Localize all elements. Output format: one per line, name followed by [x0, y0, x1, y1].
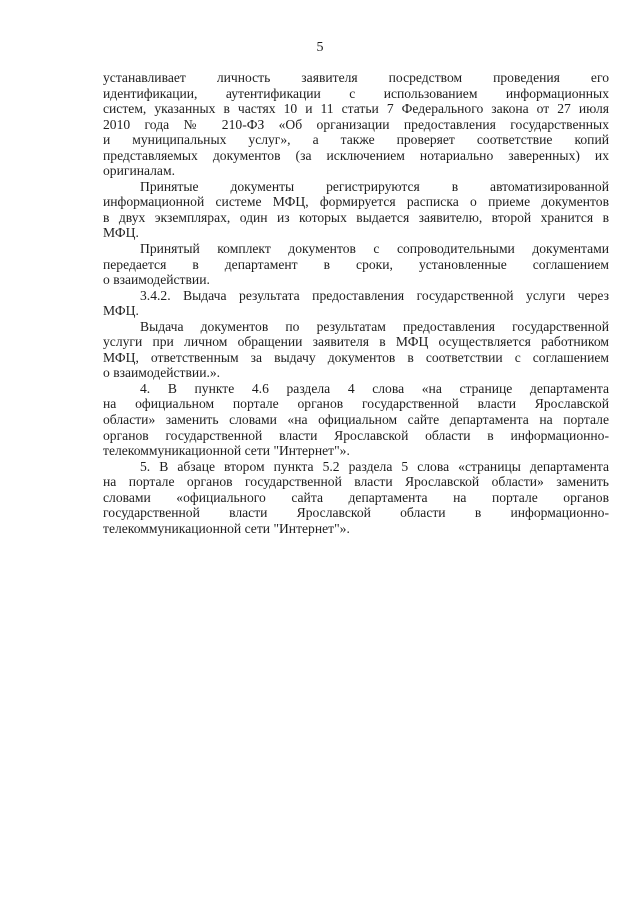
- text-line: систем, указанных в частях 10 и 11 статьи 7 Федерального закона от 27 июля: [103, 101, 609, 117]
- text-line: Принятые документы регистрируются в автоматизированной: [140, 178, 609, 194]
- paragraph-registration: [103, 179, 609, 241]
- paragraph-section-3-4-2: [103, 288, 609, 319]
- paragraph-item-4: [103, 381, 609, 459]
- page-number: 5: [316, 40, 324, 55]
- paragraph-item-5: [103, 459, 609, 537]
- paragraph-transfer: [103, 241, 609, 288]
- text-line: 2010 года № 210-ФЗ «Об организации предоставления государственных: [103, 116, 609, 132]
- text-line: и муниципальных услуг», а также проверяет соответствие копий: [103, 132, 609, 148]
- text-line: словами «официального сайта департамента на портале органов: [103, 489, 609, 505]
- document-body: [103, 70, 609, 536]
- text-line: области» заменить словами «на официальном сайте департамента на портале: [103, 412, 609, 428]
- text-line: МФЦ, ответственным за выдачу документов в соответствии с соглашением: [103, 349, 609, 365]
- text-line: МФЦ.: [103, 303, 139, 319]
- text-line: государственной власти Ярославской области в информационно-: [103, 505, 609, 521]
- text-line: устанавливает личность заявителя посредством проведения его: [103, 70, 609, 85]
- text-line: передается в департамент в сроки, установленные соглашением: [103, 256, 609, 272]
- text-line: о взаимодействии.».: [103, 365, 221, 381]
- text-line: на официальном портале органов государственной власти Ярославской: [103, 396, 609, 412]
- text-line: МФЦ.: [103, 225, 139, 241]
- text-line: телекоммуникационной сети "Интернет"».: [103, 520, 350, 536]
- text-line: на портале органов государственной власти Ярославской области» заменить: [103, 474, 609, 490]
- text-line: представляемых документов (за исключением нотариально заверенных) их: [103, 147, 609, 163]
- text-line: услуги при личном обращении заявителя в МФЦ осуществляется работником: [103, 334, 609, 350]
- text-line: 5. В абзаце втором пункта 5.2 раздела 5 слова «страницы департамента: [140, 458, 609, 474]
- text-line: телекоммуникационной сети "Интернет"».: [103, 443, 350, 459]
- text-line: Принятый комплект документов с сопроводительными документами: [140, 241, 609, 257]
- paragraph-identification: [103, 70, 609, 179]
- text-line: в двух экземплярах, один из которых выдается заявителю, второй хранится в: [103, 209, 609, 225]
- text-line: Выдача документов по результатам предоставления государственной: [140, 318, 609, 334]
- text-line: органов государственной власти Ярославской области в информационно-: [103, 427, 609, 443]
- text-line: о взаимодействии.: [103, 272, 210, 288]
- text-line: 3.4.2. Выдача результата предоставления государственной услуги через: [140, 287, 609, 303]
- text-line: информационной системе МФЦ, формируется расписка о приеме документов: [103, 194, 609, 210]
- text-line: 4. В пункте 4.6 раздела 4 слова «на странице департамента: [140, 380, 609, 396]
- paragraph-issuance: [103, 319, 609, 381]
- text-line: идентификации, аутентификации с использованием информационных: [103, 85, 609, 101]
- text-line: оригиналам.: [103, 163, 175, 179]
